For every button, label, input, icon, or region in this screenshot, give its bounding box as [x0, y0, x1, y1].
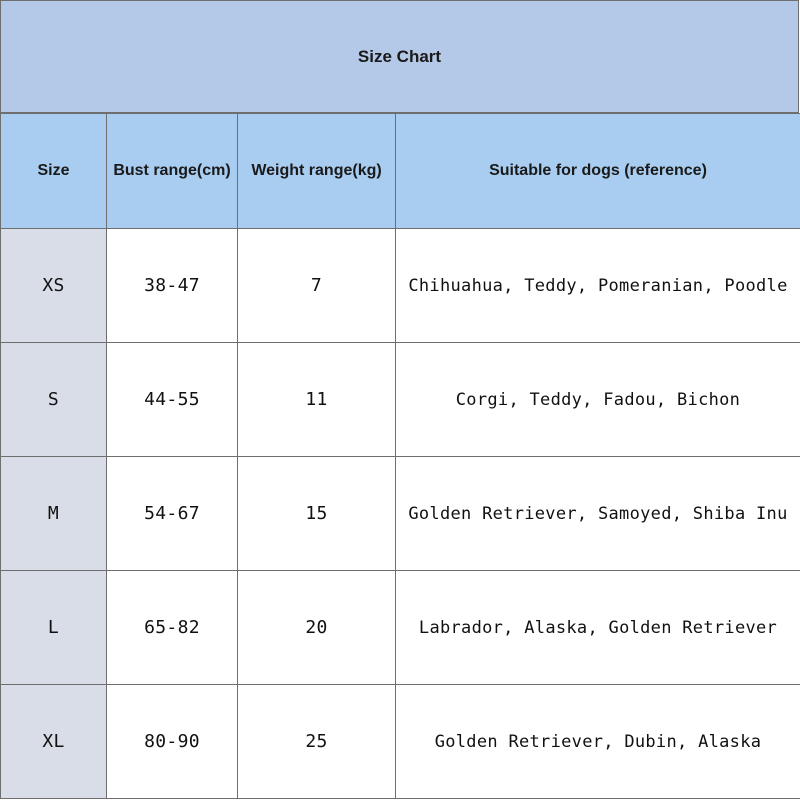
header-weight-range: Weight range(kg)	[238, 114, 396, 229]
bust-cell: 38-47	[107, 229, 238, 343]
table-row	[1, 457, 800, 571]
breeds-cell: Labrador, Alaska, Golden Retriever	[396, 571, 800, 685]
breeds-cell: Corgi, Teddy, Fadou, Bichon	[396, 343, 800, 457]
bust-cell: 80-90	[107, 685, 238, 799]
size-cell: XL	[1, 685, 107, 799]
bust-cell: 44-55	[107, 343, 238, 457]
header-bust-range: Bust range(cm)	[107, 114, 238, 229]
table-row	[1, 571, 800, 685]
weight-cell: 15	[238, 457, 396, 571]
table-row	[1, 343, 800, 457]
breeds-cell: Golden Retriever, Samoyed, Shiba Inu	[396, 457, 800, 571]
weight-cell: 11	[238, 343, 396, 457]
bust-cell: 65-82	[107, 571, 238, 685]
weight-cell: 25	[238, 685, 396, 799]
bust-cell: 54-67	[107, 457, 238, 571]
chart-title: Size Chart	[0, 0, 799, 113]
size-cell: L	[1, 571, 107, 685]
weight-cell: 7	[238, 229, 396, 343]
header-size: Size	[1, 114, 107, 229]
size-table	[0, 113, 800, 799]
table-row	[1, 685, 800, 799]
header-suitable-dogs: Suitable for dogs (reference)	[396, 114, 800, 229]
weight-cell: 20	[238, 571, 396, 685]
breeds-cell: Golden Retriever, Dubin, Alaska	[396, 685, 800, 799]
size-cell: XS	[1, 229, 107, 343]
breeds-cell: Chihuahua, Teddy, Pomeranian, Poodle	[396, 229, 800, 343]
size-cell: M	[1, 457, 107, 571]
size-cell: S	[1, 343, 107, 457]
table-row	[1, 229, 800, 343]
header-row	[1, 114, 800, 229]
